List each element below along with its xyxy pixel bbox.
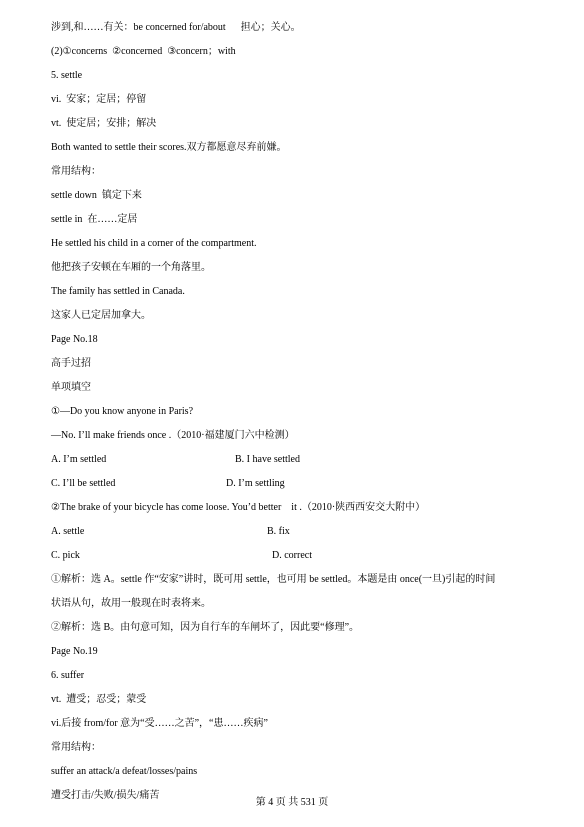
text-line: vt. 使定居；安排；解决 xyxy=(51,118,157,129)
text-line: 这家人已定居加拿大。 xyxy=(51,310,151,321)
text-line: 涉到,和……有关：be concerned for/about 担心；关心。 xyxy=(51,22,301,33)
page-marker: Page No.19 xyxy=(51,646,98,657)
text-line: vi.后接 from/for 意为“受……之苦”，“患……疾病” xyxy=(51,718,268,729)
option-c: C. pick xyxy=(51,550,80,561)
question-line: ②The brake of your bicycle has come loose. You’d better it .（2010·陕西西安交大附中） xyxy=(51,502,426,513)
text-line: Both wanted to settle their scores.双方都愿意尽弃前嫌。 xyxy=(51,142,287,153)
option-d: D. I’m settling xyxy=(226,478,285,489)
text-line: suffer an attack/a defeat/losses/pains xyxy=(51,766,198,777)
option-b: B. fix xyxy=(267,526,290,537)
option-d: D. correct xyxy=(272,550,312,561)
option-a: A. settle xyxy=(51,526,85,537)
text-line: 单项填空 xyxy=(51,382,91,393)
answer-line: ②解析：选 B。由句意可知，因为自行车的车闸坏了，因此要“修理”。 xyxy=(51,622,360,633)
question-line: ①—Do you know anyone in Paris? xyxy=(51,406,194,417)
text-line: He settled his child in a corner of the compartment. xyxy=(51,238,257,249)
text-line: vi. 安家；定居；停留 xyxy=(51,94,147,105)
text-line: The family has settled in Canada. xyxy=(51,286,185,297)
text-line: settle in 在……定居 xyxy=(51,214,138,225)
text-line: 高手过招 xyxy=(51,358,91,369)
option-c: C. I’ll be settled xyxy=(51,478,116,489)
text-line: 他把孩子安顿在车厢的一个角落里。 xyxy=(51,262,211,273)
question-line: —No. I’ll make friends once .（2010·福建厦门六中检测） xyxy=(51,430,295,441)
page-footer: 第 4 页 共 531 页 xyxy=(255,797,329,808)
page-marker: Page No.18 xyxy=(51,334,98,345)
answer-line: ①解析：选 A。settle 作“安家”讲时，既可用 settle，也可用 be settled。本题是由 once(一旦)引起的时间 xyxy=(51,574,496,585)
text-line: 常用结构： xyxy=(51,166,101,177)
text-line: 遭受打击/失败/损失/痛苦 xyxy=(51,790,160,801)
text-line: vt. 遭受；忍受；蒙受 xyxy=(51,694,147,705)
answer-line: 状语从句，故用一般现在时表将来。 xyxy=(51,598,211,609)
section-heading: 6. suffer xyxy=(51,670,85,681)
section-heading: 5. settle xyxy=(51,70,83,81)
text-line: (2)①concerns ②concerned ③concern；with xyxy=(51,46,236,57)
option-b: B. I have settled xyxy=(235,454,300,465)
text-line: settle down 镇定下来 xyxy=(51,190,142,201)
option-a: A. I’m settled xyxy=(51,454,107,465)
text-line: 常用结构： xyxy=(51,742,101,753)
